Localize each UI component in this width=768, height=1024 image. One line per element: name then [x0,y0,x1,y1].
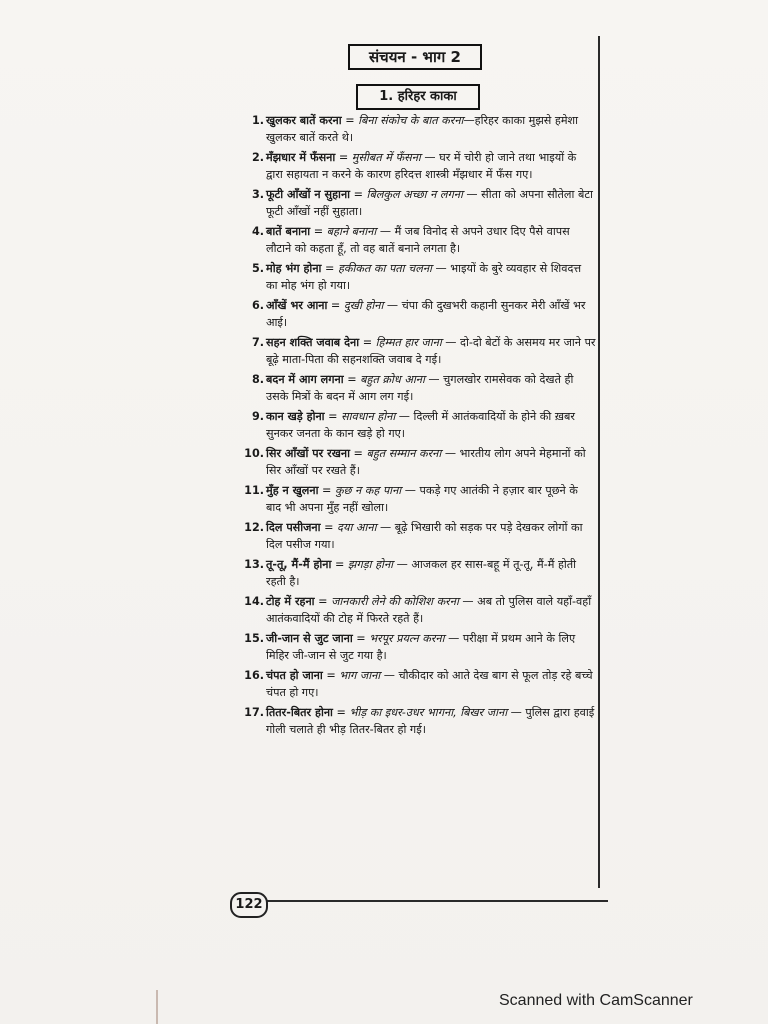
list-item [236,482,596,516]
list-item [236,186,596,220]
idiom-meaning: भाग जाना [339,669,381,682]
idiom-phrase: सिर आँखों पर रखना [266,447,350,460]
idiom-example: — दो-दो बेटों के असमय मर जाने पर बूढ़े माता-पिता की सहनशक्ति जवाब दे गई। [266,336,596,366]
idiom-phrase: मँझधार में फँसना [266,151,336,164]
page-edge [156,990,158,1024]
right-margin-rule [598,36,600,888]
equals-sign: = [320,521,338,534]
item-number: 17. [244,706,264,719]
idiom-list [236,112,596,741]
item-number: 16. [244,669,264,682]
equals-sign: = [332,706,350,719]
list-item [236,334,596,368]
list-item [236,223,596,257]
idiom-example: — मैं जब विनोद से अपने उधार दिए पैसे वापस लौटाने को कहता हूँ, तो वह बातें बनाने लगता है। [266,225,570,255]
idiom-example: — घर में चोरी हो जाने तथा भाइयों के द्वारा सहायता न करने के कारण हरिदत्त शास्त्री मँझधार में फँस गए। [266,151,577,181]
equals-sign: = [341,114,359,127]
list-item [236,260,596,294]
idiom-example: — अब तो पुलिस वाले यहाँ-वहाँ आतंकवादियों की टोह में फिरते रहते हैं। [266,595,592,625]
equals-sign: = [335,151,352,164]
list-item [236,408,596,442]
equals-sign: = [343,373,361,386]
idiom-phrase: तू-तू, मैं-मैं होना [266,558,332,571]
idiom-meaning: बहुत सम्मान करना [366,447,442,460]
item-number: 6. [251,299,264,312]
idiom-example: — दिल्ली में आतंकवादियों के होने की ख़बर सुनकर जनता के कान खड़े हो गए। [266,410,575,440]
item-number: 14. [244,595,264,608]
idiom-meaning: बिलकुल अच्छा न लगना [366,188,463,201]
idiom-example: — परीक्षा में प्रथम आने के लिए मिहिर जी-जान से जुट गया है। [266,632,576,662]
item-number: 10. [244,447,264,460]
item-number: 5. [251,262,264,275]
idiom-phrase: तितर-बितर होना [266,706,333,719]
idiom-example: — आजकल हर सास-बहू में तू-तू, मैं-मैं होती रहती है। [266,558,577,588]
idiom-phrase: चंपत हो जाना [266,669,323,682]
idiom-example: — भाइयों के बुरे व्यवहार से शिवदत्त का मोह भंग हो गया। [266,262,582,292]
idiom-example: —हरिहर काका मुझसे हमेशा खुलकर बातें करते थे। [266,114,579,144]
idiom-meaning: भीड़ का इधर-उधर भागना, बिखर जाना [349,706,508,719]
equals-sign: = [322,669,340,682]
equals-sign: = [349,447,367,460]
idiom-example: — बूढ़े भिखारी को सड़क पर पड़े देखकर लोगों का दिल पसीज गया। [266,521,583,551]
item-number: 9. [251,410,264,423]
footer-rule [262,900,608,902]
equals-sign: = [331,558,348,571]
idiom-phrase: जी-जान से जुट जाना [266,632,353,645]
idiom-meaning: झगड़ा होना [347,558,394,571]
equals-sign: = [324,410,342,423]
idiom-example: — सीता को अपना सौतेला बेटा फूटी आँखों नहीं सुहाता। [266,188,593,218]
item-number: 1. [251,114,264,127]
scanner-watermark: Scanned with CamScanner [499,992,693,1009]
idiom-meaning: बहुत क्रोध आना [360,373,425,386]
list-item [236,112,596,146]
list-item [236,149,596,183]
idiom-meaning: जानकारी लेने की कोशिश करना [331,595,459,608]
list-item [236,445,596,479]
list-item [236,593,596,627]
idiom-meaning: दुखी होना [343,299,384,312]
item-number: 12. [244,521,264,534]
item-number: 8. [251,373,264,386]
idiom-phrase: कान खड़े होना [266,410,325,423]
idiom-phrase: मोह भंग होना [266,262,322,275]
list-item [236,704,596,738]
item-number: 15. [244,632,264,645]
idiom-phrase: टोह में रहना [266,595,315,608]
item-number: 4. [251,225,264,238]
idiom-phrase: फूटी आँखों न सुहाना [266,188,351,201]
idiom-meaning: बहाने बनाना [326,225,377,238]
idiom-example: — चंपा की दुखभरी कहानी सुनकर मेरी आँखें भर आई। [266,299,586,329]
idiom-meaning: दया आना [337,521,377,534]
idiom-phrase: दिल पसीजना [266,521,321,534]
list-item [236,519,596,553]
equals-sign: = [314,595,332,608]
item-number: 3. [251,188,264,201]
item-number: 11. [244,484,264,497]
idiom-phrase: बदन में आग लगना [266,373,344,386]
idiom-meaning: कुछ न कह पाना [334,484,402,497]
idiom-example: — चुगलखोर रामसेवक को देखते ही उसके मित्रों के बदन में आग लग गई। [266,373,574,403]
idiom-example: — चौकीदार को आते देख बाग से फूल तोड़ रहे बच्चे चंपत हो गए। [266,669,593,699]
item-number: 7. [251,336,264,349]
list-item [236,297,596,331]
list-item [236,667,596,701]
list-item [236,371,596,405]
list-item [236,556,596,590]
idiom-example: — पुलिस द्वारा हवाई गोली चलाते ही भीड़ तितर-बितर हो गई। [266,706,595,736]
item-number: 2. [251,151,264,164]
idiom-meaning: सावधान होना [341,410,396,423]
idiom-phrase: खुलकर बातें करना [266,114,342,127]
equals-sign: = [350,188,367,201]
idiom-example: — भारतीय लोग अपने मेहमानों को सिर आँखों पर रखते हैं। [266,447,586,477]
chapter-title: 1. हरिहर काका [356,84,480,110]
idiom-meaning: हिम्मत हार जाना [375,336,442,349]
idiom-meaning: भरपूर प्रयत्न करना [369,632,445,645]
equals-sign: = [327,299,344,312]
equals-sign: = [321,262,338,275]
item-number: 13. [244,558,264,571]
equals-sign: = [359,336,376,349]
idiom-meaning: मुसीबत में फँसना [351,151,421,164]
idiom-meaning: हकीकत का पता चलना [337,262,432,275]
idiom-phrase: बातें बनाना [266,225,311,238]
idiom-phrase: मुँह न खुलना [266,484,319,497]
page-number: 122 [230,892,268,918]
equals-sign: = [310,225,327,238]
idiom-phrase: सहन शक्ति जवाब देना [266,336,360,349]
idiom-example: — पकड़े गए आतंकी ने हज़ार बार पूछने के बाद भी अपना मुँह नहीं खोला। [266,484,578,514]
list-item [236,630,596,664]
idiom-phrase: आँखें भर आना [266,299,328,312]
section-title: संचयन - भाग 2 [348,44,482,70]
equals-sign: = [352,632,370,645]
equals-sign: = [318,484,335,497]
idiom-meaning: बिना संकोच के बात करना [358,114,464,127]
